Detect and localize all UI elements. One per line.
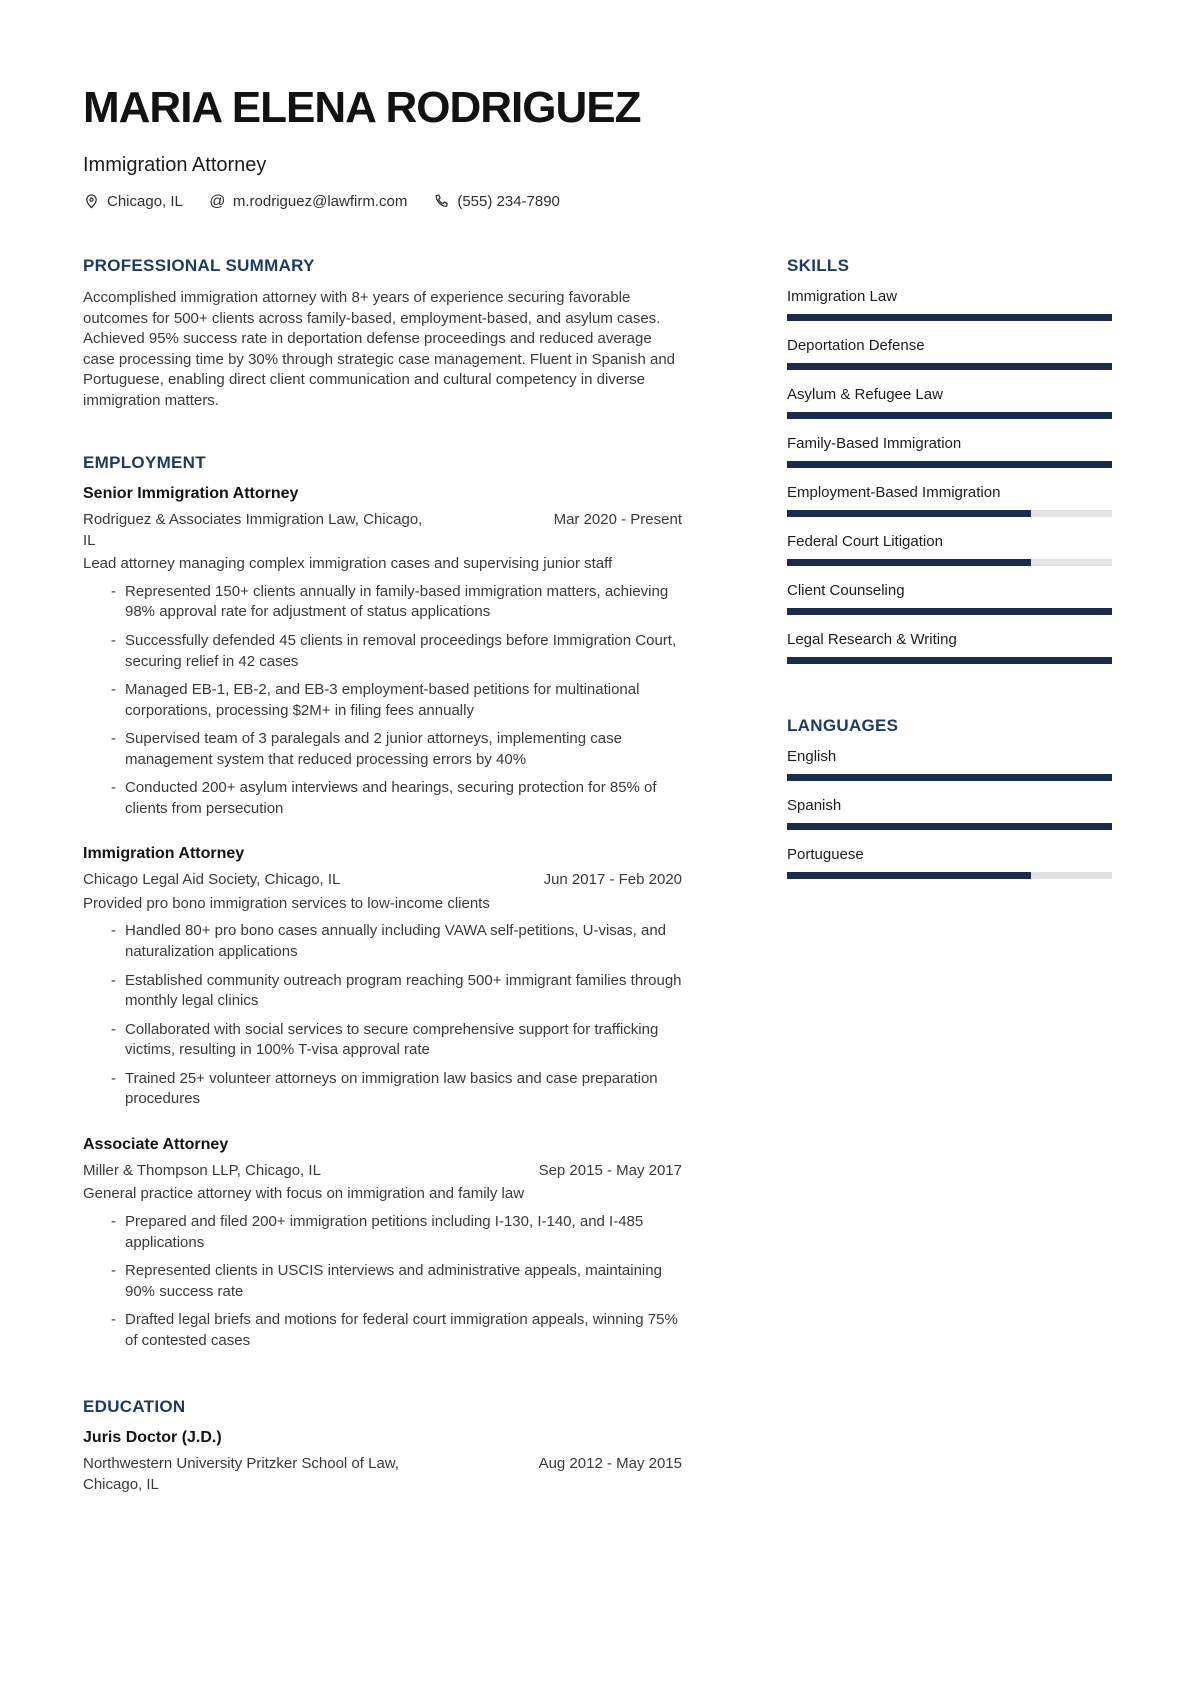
contact-location bbox=[83, 193, 183, 210]
job-bullet bbox=[83, 729, 682, 770]
skill-bar-fill bbox=[787, 510, 1031, 517]
skill-label: Federal Court Litigation bbox=[787, 533, 943, 550]
job-bullet bbox=[83, 921, 682, 962]
skill-bar-track bbox=[787, 314, 1112, 321]
contact-email bbox=[209, 193, 407, 210]
resume-header bbox=[83, 83, 1112, 210]
bullet-text: Supervised team of 3 paralegals and 2 junior attorneys, implementing case management system that reduced processing errors by 40% bbox=[125, 730, 622, 768]
job-dates: Sep 2015 - May 2017 bbox=[538, 1161, 682, 1179]
section-professional-summary bbox=[83, 256, 682, 411]
email-at-icon: @ bbox=[209, 192, 226, 210]
language-bar-fill bbox=[787, 823, 1112, 830]
employment-entry bbox=[83, 1136, 682, 1351]
job-bullet bbox=[83, 1212, 682, 1253]
skill-bar-fill bbox=[787, 608, 1112, 615]
bullet-dash-icon: - bbox=[111, 1262, 116, 1280]
language-bar-track bbox=[787, 872, 1112, 879]
language-bar-track bbox=[787, 823, 1112, 830]
education-dates: Aug 2012 - May 2015 bbox=[538, 1455, 682, 1473]
skill-item bbox=[787, 582, 1112, 615]
summary-heading: PROFESSIONAL SUMMARY bbox=[83, 256, 315, 275]
contact-phone-text: (555) 234-7890 bbox=[457, 193, 560, 210]
bullet-dash-icon: - bbox=[111, 632, 116, 650]
job-bullet bbox=[83, 680, 682, 721]
skill-bar-track bbox=[787, 510, 1112, 517]
job-dates: Mar 2020 - Present bbox=[553, 511, 682, 529]
bullet-dash-icon: - bbox=[111, 779, 116, 797]
skill-bar-fill bbox=[787, 412, 1112, 419]
contact-row bbox=[83, 193, 1112, 210]
bullet-text: Handled 80+ pro bono cases annually including VAWA self-petitions, U-visas, and naturalization applications bbox=[125, 922, 667, 961]
contact-location-text: Chicago, IL bbox=[107, 193, 183, 210]
summary-text: Accomplished immigration attorney with 8+ years of experience securing favorable outcomes for 500+ clients across family-based, employment-based, and asylum cases. Achieved 95% success rate in deportation defense proceedings and reduced average case processing time by 30% through strategic case management. Fluent in Spanish and Portuguese, enabling direct client communication and cultural competency in diverse immigration matters. bbox=[83, 289, 676, 409]
bullet-text: Drafted legal briefs and motions for federal court immigration appeals, winning 75% of contested cases bbox=[125, 1311, 678, 1349]
skill-bar-fill bbox=[787, 314, 1112, 321]
sidebar-column bbox=[787, 256, 1112, 1495]
section-skills bbox=[787, 256, 1112, 664]
bullet-text: Represented clients in USCIS interviews and administrative appeals, maintaining 90% success rate bbox=[125, 1262, 662, 1300]
job-bullet bbox=[83, 778, 682, 819]
section-education bbox=[83, 1397, 682, 1495]
skill-item bbox=[787, 533, 1112, 566]
bullet-dash-icon: - bbox=[111, 730, 116, 748]
bullet-dash-icon: - bbox=[111, 582, 116, 600]
job-bullet bbox=[83, 1020, 682, 1061]
language-item bbox=[787, 797, 1112, 830]
employment-heading: EMPLOYMENT bbox=[83, 453, 206, 473]
job-bullet-list bbox=[83, 921, 682, 1109]
skill-item bbox=[787, 631, 1112, 664]
job-company: Rodriguez & Associates Immigration Law, Chicago, IL bbox=[83, 511, 423, 549]
skill-bar-track bbox=[787, 657, 1112, 664]
skills-heading: SKILLS bbox=[787, 256, 850, 275]
bullet-text: Represented 150+ clients annually in family-based immigration matters, achieving 98% approval rate for adjustment of status applications bbox=[125, 582, 669, 621]
language-bar-fill bbox=[787, 872, 1031, 879]
job-bullet bbox=[83, 582, 682, 623]
job-title: Associate Attorney bbox=[83, 1135, 229, 1153]
skill-item bbox=[787, 435, 1112, 468]
contact-phone bbox=[433, 193, 560, 210]
education-entry bbox=[83, 1429, 682, 1495]
employment-entry bbox=[83, 485, 682, 819]
language-item bbox=[787, 846, 1112, 879]
skill-item bbox=[787, 337, 1112, 370]
location-pin-icon bbox=[83, 193, 100, 210]
job-meta bbox=[83, 870, 682, 891]
job-dates: Jun 2017 - Feb 2020 bbox=[543, 871, 682, 889]
skill-label: Immigration Law bbox=[787, 288, 898, 305]
skill-label: Employment-Based Immigration bbox=[787, 484, 1001, 501]
skill-bar-track bbox=[787, 412, 1112, 419]
skill-item bbox=[787, 386, 1112, 419]
language-bar-track bbox=[787, 774, 1112, 781]
skill-label: Family-Based Immigration bbox=[787, 435, 962, 452]
job-description: General practice attorney with focus on immigration and family law bbox=[83, 1185, 525, 1203]
job-bullet bbox=[83, 1069, 682, 1110]
section-languages bbox=[787, 716, 1112, 879]
job-bullet bbox=[83, 1310, 682, 1351]
bullet-text: Prepared and filed 200+ immigration petitions including I-130, I-140, and I-485 applications bbox=[125, 1212, 644, 1251]
language-label: Spanish bbox=[787, 797, 842, 814]
content-columns bbox=[83, 256, 1112, 1495]
bullet-dash-icon: - bbox=[111, 922, 116, 940]
job-description: Provided pro bono immigration services to low-income clients bbox=[83, 894, 490, 912]
contact-email-text: m.rodriguez@lawfirm.com bbox=[232, 193, 408, 210]
skill-bar-track bbox=[787, 363, 1112, 370]
job-bullet bbox=[83, 1261, 682, 1302]
employment-entry bbox=[83, 845, 682, 1109]
bullet-text: Collaborated with social services to secure comprehensive support for trafficking victims, resulting in 100% T-visa approval rate bbox=[125, 1020, 659, 1059]
language-label: Portuguese bbox=[787, 846, 864, 863]
job-title: Senior Immigration Attorney bbox=[83, 485, 299, 503]
skill-label: Client Counseling bbox=[787, 582, 905, 599]
person-title: Immigration Attorney bbox=[83, 154, 267, 176]
bullet-dash-icon: - bbox=[111, 681, 116, 699]
languages-list bbox=[787, 748, 1112, 879]
skill-label: Asylum & Refugee Law bbox=[787, 386, 943, 403]
bullet-dash-icon: - bbox=[111, 1020, 116, 1038]
skill-bar-track bbox=[787, 461, 1112, 468]
bullet-text: Successfully defended 45 clients in removal proceedings before Immigration Court, securing relief in 42 cases bbox=[125, 632, 677, 670]
bullet-dash-icon: - bbox=[111, 971, 116, 989]
job-bullet-list bbox=[83, 1212, 682, 1351]
skill-bar-track bbox=[787, 608, 1112, 615]
bullet-dash-icon: - bbox=[111, 1212, 116, 1230]
employment-list bbox=[83, 485, 682, 1351]
skill-item bbox=[787, 288, 1112, 321]
bullet-dash-icon: - bbox=[111, 1311, 116, 1329]
job-company: Chicago Legal Aid Society, Chicago, IL bbox=[83, 871, 341, 889]
school-name: Northwestern University Pritzker School of Law, Chicago, IL bbox=[83, 1455, 399, 1493]
language-item bbox=[787, 748, 1112, 781]
skill-bar-fill bbox=[787, 363, 1112, 370]
job-title: Immigration Attorney bbox=[83, 845, 245, 863]
job-company: Miller & Thompson LLP, Chicago, IL bbox=[83, 1161, 321, 1179]
phone-icon bbox=[433, 193, 450, 210]
skill-bar-track bbox=[787, 559, 1112, 566]
degree-title: Juris Doctor (J.D.) bbox=[83, 1429, 222, 1447]
section-employment bbox=[83, 453, 682, 1351]
skill-bar-fill bbox=[787, 461, 1112, 468]
job-bullet bbox=[83, 631, 682, 672]
bullet-text: Managed EB-1, EB-2, and EB-3 employment-based petitions for multinational corporations, processing $2M+ in filing fees annually bbox=[125, 681, 640, 719]
language-label: English bbox=[787, 748, 837, 765]
education-heading: EDUCATION bbox=[83, 1397, 186, 1417]
skill-bar-fill bbox=[787, 657, 1112, 664]
bullet-text: Conducted 200+ asylum interviews and hearings, securing protection for 85% of clients from persecution bbox=[125, 779, 657, 817]
skill-item bbox=[787, 484, 1112, 517]
skills-list bbox=[787, 288, 1112, 664]
languages-heading: LANGUAGES bbox=[787, 716, 899, 735]
job-bullet-list bbox=[83, 582, 682, 819]
job-meta bbox=[83, 1161, 682, 1182]
main-column bbox=[83, 256, 682, 1495]
education-meta bbox=[83, 1454, 682, 1495]
job-description: Lead attorney managing complex immigration cases and supervising junior staff bbox=[83, 555, 613, 573]
skill-bar-fill bbox=[787, 559, 1031, 566]
bullet-dash-icon: - bbox=[111, 1069, 116, 1087]
person-name: MARIA ELENA RODRIGUEZ bbox=[83, 83, 641, 132]
job-meta bbox=[83, 510, 682, 551]
skill-label: Legal Research & Writing bbox=[787, 631, 957, 648]
bullet-text: Trained 25+ volunteer attorneys on immigration law basics and case preparation procedures bbox=[125, 1069, 658, 1108]
language-bar-fill bbox=[787, 774, 1112, 781]
bullet-text: Established community outreach program reaching 500+ immigrant families through monthly legal clinics bbox=[125, 971, 682, 1010]
skill-label: Deportation Defense bbox=[787, 337, 925, 354]
job-bullet bbox=[83, 971, 682, 1012]
